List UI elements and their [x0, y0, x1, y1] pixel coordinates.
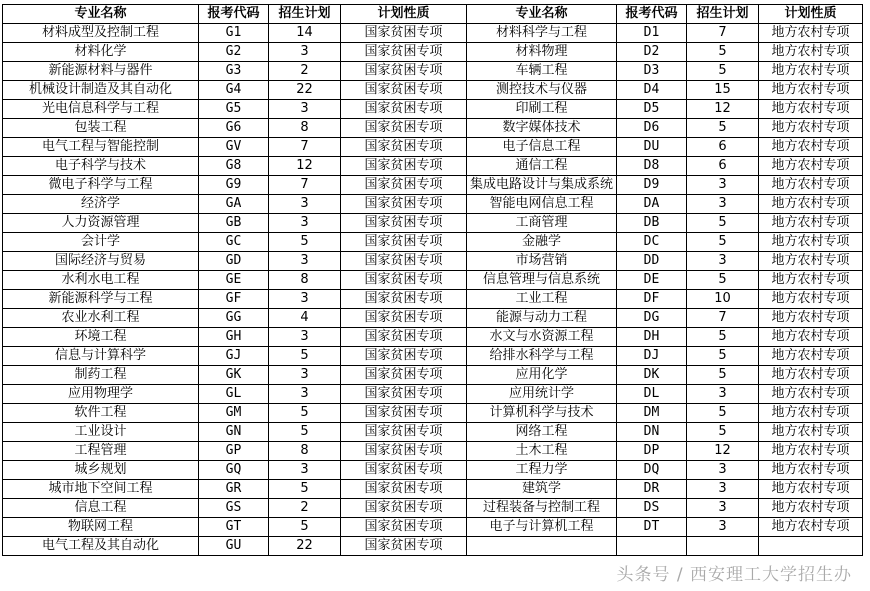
right-major-name-cell: 给排水科学与工程	[467, 347, 617, 366]
right-major-name-cell: 印刷工程	[467, 100, 617, 119]
left-code-cell: G6	[199, 119, 269, 138]
right-major-name-cell: 车辆工程	[467, 62, 617, 81]
table-body	[3, 24, 863, 556]
left-code-cell: G3	[199, 62, 269, 81]
table-row	[3, 366, 863, 385]
right-major-name-cell: 应用化学	[467, 366, 617, 385]
right-code-cell: DH	[617, 328, 687, 347]
left-code-cell: GM	[199, 404, 269, 423]
right-type-cell	[759, 537, 863, 556]
left-major-name-cell: 人力资源管理	[3, 214, 199, 233]
right-major-name-cell: 应用统计学	[467, 385, 617, 404]
left-plan-cell: 8	[269, 271, 341, 290]
header-plan-left: 招生计划	[269, 5, 341, 24]
left-type-cell: 国家贫困专项	[341, 271, 467, 290]
left-code-cell: GT	[199, 518, 269, 537]
left-code-cell: G2	[199, 43, 269, 62]
right-code-cell: DB	[617, 214, 687, 233]
left-major-name-cell: 城乡规划	[3, 461, 199, 480]
right-plan-cell: 12	[687, 100, 759, 119]
right-code-cell: DR	[617, 480, 687, 499]
left-major-name-cell: 物联网工程	[3, 518, 199, 537]
left-code-cell: GA	[199, 195, 269, 214]
left-code-cell: GU	[199, 537, 269, 556]
table-row	[3, 461, 863, 480]
left-type-cell: 国家贫困专项	[341, 423, 467, 442]
right-plan-cell: 7	[687, 24, 759, 43]
left-type-cell: 国家贫困专项	[341, 461, 467, 480]
left-code-cell: GC	[199, 233, 269, 252]
left-plan-cell: 5	[269, 480, 341, 499]
right-code-cell: DU	[617, 138, 687, 157]
left-major-name-cell: 包装工程	[3, 119, 199, 138]
right-code-cell: DQ	[617, 461, 687, 480]
left-code-cell: GF	[199, 290, 269, 309]
right-type-cell: 地方农村专项	[759, 157, 863, 176]
right-type-cell: 地方农村专项	[759, 195, 863, 214]
right-code-cell: DE	[617, 271, 687, 290]
right-major-name-cell: 水文与水资源工程	[467, 328, 617, 347]
table-row	[3, 442, 863, 461]
left-plan-cell: 3	[269, 195, 341, 214]
left-plan-cell: 2	[269, 62, 341, 81]
left-code-cell: GH	[199, 328, 269, 347]
right-major-name-cell: 材料科学与工程	[467, 24, 617, 43]
left-major-name-cell: 工业设计	[3, 423, 199, 442]
left-plan-cell: 2	[269, 499, 341, 518]
right-code-cell: D1	[617, 24, 687, 43]
left-type-cell: 国家贫困专项	[341, 176, 467, 195]
right-major-name-cell: 信息管理与信息系统	[467, 271, 617, 290]
admission-plan-table	[2, 4, 863, 556]
right-major-name-cell: 工业工程	[467, 290, 617, 309]
right-plan-cell: 10	[687, 290, 759, 309]
right-plan-cell: 5	[687, 214, 759, 233]
right-plan-cell: 5	[687, 119, 759, 138]
right-type-cell: 地方农村专项	[759, 347, 863, 366]
right-type-cell: 地方农村专项	[759, 119, 863, 138]
right-code-cell: DG	[617, 309, 687, 328]
left-type-cell: 国家贫困专项	[341, 157, 467, 176]
left-type-cell: 国家贫困专项	[341, 290, 467, 309]
left-code-cell: GG	[199, 309, 269, 328]
left-code-cell: G1	[199, 24, 269, 43]
left-code-cell: GS	[199, 499, 269, 518]
right-major-name-cell: 能源与动力工程	[467, 309, 617, 328]
table-row	[3, 176, 863, 195]
right-type-cell: 地方农村专项	[759, 480, 863, 499]
right-major-name-cell: 电子信息工程	[467, 138, 617, 157]
left-major-name-cell: 材料成型及控制工程	[3, 24, 199, 43]
right-plan-cell: 5	[687, 366, 759, 385]
right-type-cell: 地方农村专项	[759, 81, 863, 100]
left-code-cell: GL	[199, 385, 269, 404]
left-plan-cell: 3	[269, 328, 341, 347]
right-type-cell: 地方农村专项	[759, 138, 863, 157]
right-type-cell: 地方农村专项	[759, 518, 863, 537]
left-major-name-cell: 电子科学与技术	[3, 157, 199, 176]
left-type-cell: 国家贫困专项	[341, 385, 467, 404]
left-plan-cell: 3	[269, 100, 341, 119]
table-row	[3, 499, 863, 518]
right-major-name-cell: 集成电路设计与集成系统	[467, 176, 617, 195]
left-plan-cell: 5	[269, 404, 341, 423]
right-plan-cell: 7	[687, 309, 759, 328]
header-code-right: 报考代码	[617, 5, 687, 24]
left-code-cell: GR	[199, 480, 269, 499]
table-row	[3, 233, 863, 252]
left-type-cell: 国家贫困专项	[341, 214, 467, 233]
left-code-cell: GN	[199, 423, 269, 442]
right-plan-cell: 15	[687, 81, 759, 100]
right-plan-cell: 6	[687, 138, 759, 157]
table-row	[3, 423, 863, 442]
right-type-cell: 地方农村专项	[759, 366, 863, 385]
left-major-name-cell: 农业水利工程	[3, 309, 199, 328]
left-code-cell: G4	[199, 81, 269, 100]
right-type-cell: 地方农村专项	[759, 252, 863, 271]
right-plan-cell: 3	[687, 385, 759, 404]
left-major-name-cell: 环境工程	[3, 328, 199, 347]
left-major-name-cell: 水利水电工程	[3, 271, 199, 290]
right-type-cell: 地方农村专项	[759, 423, 863, 442]
watermark: 头条号 / 西安理工大学招生办	[616, 565, 852, 585]
right-type-cell: 地方农村专项	[759, 100, 863, 119]
right-major-name-cell: 网络工程	[467, 423, 617, 442]
right-code-cell: DS	[617, 499, 687, 518]
right-type-cell: 地方农村专项	[759, 461, 863, 480]
header-major-name-right: 专业名称	[467, 5, 617, 24]
right-major-name-cell: 计算机科学与技术	[467, 404, 617, 423]
table-row	[3, 385, 863, 404]
right-plan-cell: 6	[687, 157, 759, 176]
right-code-cell: DP	[617, 442, 687, 461]
right-code-cell: D3	[617, 62, 687, 81]
left-type-cell: 国家贫困专项	[341, 100, 467, 119]
right-type-cell: 地方农村专项	[759, 290, 863, 309]
right-major-name-cell: 材料物理	[467, 43, 617, 62]
right-type-cell: 地方农村专项	[759, 442, 863, 461]
left-type-cell: 国家贫困专项	[341, 499, 467, 518]
left-code-cell: G9	[199, 176, 269, 195]
left-major-name-cell: 信息与计算科学	[3, 347, 199, 366]
right-code-cell: DA	[617, 195, 687, 214]
table-row	[3, 537, 863, 556]
left-major-name-cell: 城市地下空间工程	[3, 480, 199, 499]
left-code-cell: GP	[199, 442, 269, 461]
left-major-name-cell: 新能源材料与器件	[3, 62, 199, 81]
right-plan-cell: 3	[687, 499, 759, 518]
header-type-left: 计划性质	[341, 5, 467, 24]
left-plan-cell: 3	[269, 461, 341, 480]
left-plan-cell: 12	[269, 157, 341, 176]
right-plan-cell: 12	[687, 442, 759, 461]
left-plan-cell: 5	[269, 233, 341, 252]
left-major-name-cell: 电气工程及其自动化	[3, 537, 199, 556]
right-code-cell	[617, 537, 687, 556]
right-major-name-cell: 土木工程	[467, 442, 617, 461]
left-major-name-cell: 制药工程	[3, 366, 199, 385]
right-type-cell: 地方农村专项	[759, 271, 863, 290]
right-plan-cell: 3	[687, 176, 759, 195]
right-major-name-cell: 智能电网信息工程	[467, 195, 617, 214]
left-major-name-cell: 软件工程	[3, 404, 199, 423]
table-row	[3, 252, 863, 271]
table-row	[3, 271, 863, 290]
left-type-cell: 国家贫困专项	[341, 62, 467, 81]
right-major-name-cell: 建筑学	[467, 480, 617, 499]
right-major-name-cell: 电子与计算机工程	[467, 518, 617, 537]
header-major-name-left: 专业名称	[3, 5, 199, 24]
right-code-cell: D8	[617, 157, 687, 176]
table-row	[3, 138, 863, 157]
right-type-cell: 地方农村专项	[759, 214, 863, 233]
left-type-cell: 国家贫困专项	[341, 233, 467, 252]
left-major-name-cell: 会计学	[3, 233, 199, 252]
table-row	[3, 24, 863, 43]
right-code-cell: DT	[617, 518, 687, 537]
right-code-cell: D9	[617, 176, 687, 195]
left-code-cell: GV	[199, 138, 269, 157]
left-type-cell: 国家贫困专项	[341, 480, 467, 499]
right-plan-cell: 5	[687, 43, 759, 62]
right-major-name-cell: 金融学	[467, 233, 617, 252]
left-plan-cell: 5	[269, 518, 341, 537]
left-code-cell: G5	[199, 100, 269, 119]
right-major-name-cell: 工商管理	[467, 214, 617, 233]
left-code-cell: G8	[199, 157, 269, 176]
table-row	[3, 62, 863, 81]
left-major-name-cell: 电气工程与智能控制	[3, 138, 199, 157]
table-row	[3, 347, 863, 366]
right-type-cell: 地方农村专项	[759, 43, 863, 62]
right-major-name-cell: 工程力学	[467, 461, 617, 480]
left-type-cell: 国家贫困专项	[341, 138, 467, 157]
right-major-name-cell: 通信工程	[467, 157, 617, 176]
table-row	[3, 404, 863, 423]
right-major-name-cell	[467, 537, 617, 556]
right-type-cell: 地方农村专项	[759, 385, 863, 404]
right-type-cell: 地方农村专项	[759, 62, 863, 81]
left-type-cell: 国家贫困专项	[341, 366, 467, 385]
left-type-cell: 国家贫困专项	[341, 119, 467, 138]
left-type-cell: 国家贫困专项	[341, 43, 467, 62]
table-row	[3, 119, 863, 138]
right-code-cell: D5	[617, 100, 687, 119]
left-plan-cell: 5	[269, 423, 341, 442]
header-type-right: 计划性质	[759, 5, 863, 24]
left-plan-cell: 3	[269, 385, 341, 404]
right-plan-cell: 5	[687, 347, 759, 366]
left-plan-cell: 8	[269, 442, 341, 461]
right-plan-cell: 5	[687, 423, 759, 442]
left-plan-cell: 3	[269, 290, 341, 309]
left-type-cell: 国家贫困专项	[341, 347, 467, 366]
left-plan-cell: 5	[269, 347, 341, 366]
left-major-name-cell: 国际经济与贸易	[3, 252, 199, 271]
left-plan-cell: 3	[269, 43, 341, 62]
right-plan-cell: 3	[687, 480, 759, 499]
left-plan-cell: 22	[269, 81, 341, 100]
right-code-cell: D2	[617, 43, 687, 62]
table-row	[3, 214, 863, 233]
right-type-cell: 地方农村专项	[759, 24, 863, 43]
left-major-name-cell: 应用物理学	[3, 385, 199, 404]
header-plan-right: 招生计划	[687, 5, 759, 24]
header-row	[3, 5, 863, 24]
left-plan-cell: 8	[269, 119, 341, 138]
right-major-name-cell: 市场营销	[467, 252, 617, 271]
left-type-cell: 国家贫困专项	[341, 404, 467, 423]
right-major-name-cell: 测控技术与仪器	[467, 81, 617, 100]
left-major-name-cell: 信息工程	[3, 499, 199, 518]
right-code-cell: DD	[617, 252, 687, 271]
left-major-name-cell: 材料化学	[3, 43, 199, 62]
left-major-name-cell: 经济学	[3, 195, 199, 214]
right-type-cell: 地方农村专项	[759, 499, 863, 518]
left-plan-cell: 22	[269, 537, 341, 556]
left-type-cell: 国家贫困专项	[341, 442, 467, 461]
right-plan-cell: 5	[687, 404, 759, 423]
left-code-cell: GJ	[199, 347, 269, 366]
right-code-cell: DL	[617, 385, 687, 404]
right-code-cell: DM	[617, 404, 687, 423]
left-major-name-cell: 新能源科学与工程	[3, 290, 199, 309]
table-row	[3, 290, 863, 309]
left-type-cell: 国家贫困专项	[341, 518, 467, 537]
left-type-cell: 国家贫困专项	[341, 24, 467, 43]
right-major-name-cell: 过程装备与控制工程	[467, 499, 617, 518]
right-plan-cell: 5	[687, 62, 759, 81]
right-plan-cell: 3	[687, 461, 759, 480]
left-major-name-cell: 光电信息科学与工程	[3, 100, 199, 119]
left-type-cell: 国家贫困专项	[341, 537, 467, 556]
right-type-cell: 地方农村专项	[759, 176, 863, 195]
table-row	[3, 81, 863, 100]
left-plan-cell: 7	[269, 138, 341, 157]
right-major-name-cell: 数字媒体技术	[467, 119, 617, 138]
left-plan-cell: 3	[269, 214, 341, 233]
right-plan-cell: 3	[687, 252, 759, 271]
right-code-cell: DC	[617, 233, 687, 252]
table-row	[3, 480, 863, 499]
right-plan-cell: 3	[687, 518, 759, 537]
right-plan-cell: 3	[687, 195, 759, 214]
right-type-cell: 地方农村专项	[759, 233, 863, 252]
right-code-cell: D6	[617, 119, 687, 138]
left-plan-cell: 14	[269, 24, 341, 43]
left-type-cell: 国家贫困专项	[341, 309, 467, 328]
left-code-cell: GK	[199, 366, 269, 385]
left-plan-cell: 7	[269, 176, 341, 195]
left-major-name-cell: 微电子科学与工程	[3, 176, 199, 195]
header-code-left: 报考代码	[199, 5, 269, 24]
right-type-cell: 地方农村专项	[759, 309, 863, 328]
left-code-cell: GD	[199, 252, 269, 271]
table-row	[3, 195, 863, 214]
right-code-cell: DN	[617, 423, 687, 442]
right-type-cell: 地方农村专项	[759, 328, 863, 347]
left-code-cell: GE	[199, 271, 269, 290]
right-code-cell: DK	[617, 366, 687, 385]
left-type-cell: 国家贫困专项	[341, 81, 467, 100]
table-row	[3, 43, 863, 62]
right-plan-cell: 5	[687, 271, 759, 290]
table-row	[3, 157, 863, 176]
table-row	[3, 100, 863, 119]
left-type-cell: 国家贫困专项	[341, 328, 467, 347]
left-code-cell: GB	[199, 214, 269, 233]
right-plan-cell	[687, 537, 759, 556]
right-code-cell: DF	[617, 290, 687, 309]
left-major-name-cell: 机械设计制造及其自动化	[3, 81, 199, 100]
left-code-cell: GQ	[199, 461, 269, 480]
table-row	[3, 309, 863, 328]
right-plan-cell: 5	[687, 328, 759, 347]
table-row	[3, 518, 863, 537]
left-plan-cell: 4	[269, 309, 341, 328]
left-type-cell: 国家贫困专项	[341, 252, 467, 271]
left-major-name-cell: 工程管理	[3, 442, 199, 461]
left-type-cell: 国家贫困专项	[341, 195, 467, 214]
right-plan-cell: 5	[687, 233, 759, 252]
right-code-cell: D4	[617, 81, 687, 100]
left-plan-cell: 3	[269, 366, 341, 385]
right-code-cell: DJ	[617, 347, 687, 366]
left-plan-cell: 3	[269, 252, 341, 271]
right-type-cell: 地方农村专项	[759, 404, 863, 423]
table-row	[3, 328, 863, 347]
